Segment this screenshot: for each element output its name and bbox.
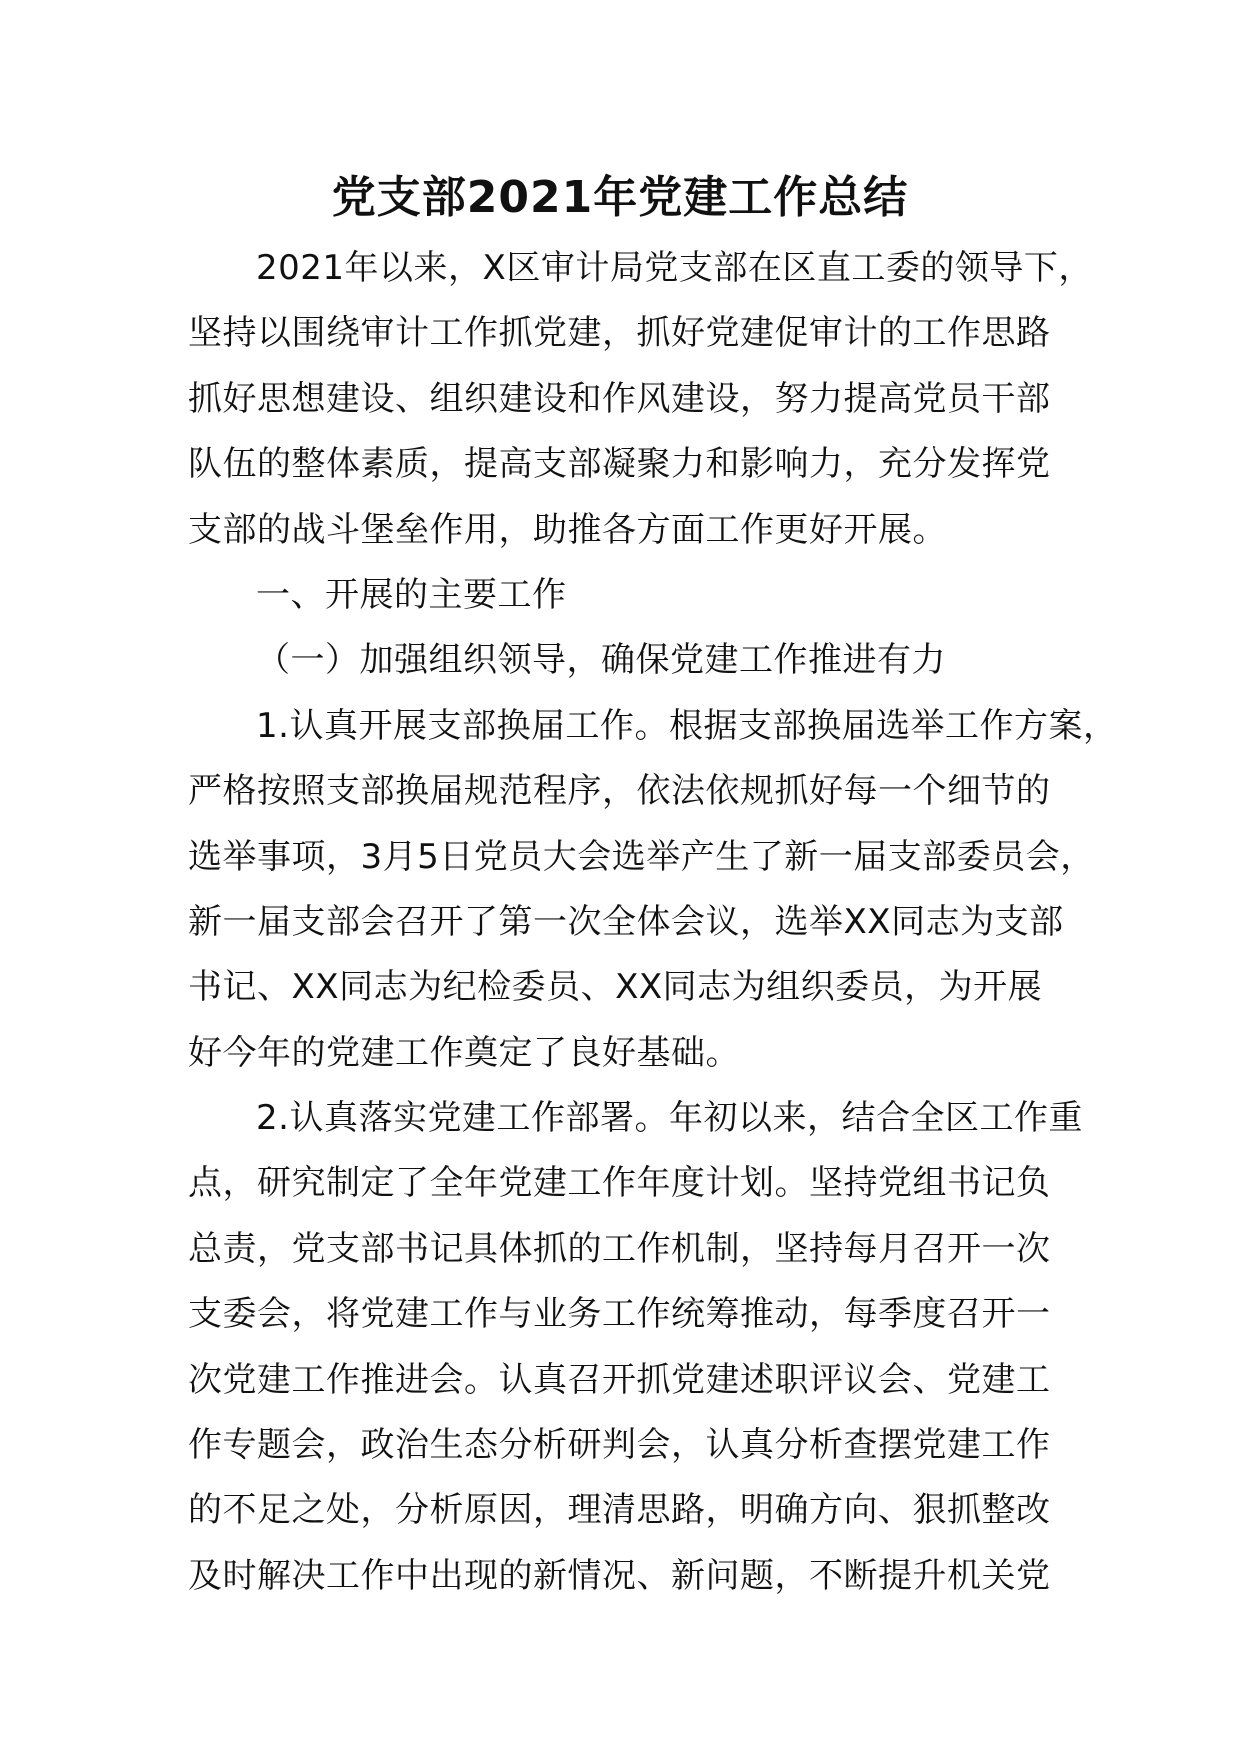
text-line: 2.认真落实党建工作部署。年初以来，结合全区工作重 xyxy=(256,1098,1083,1139)
text-line: 好今年的党建工作奠定了良好基础。 xyxy=(188,1032,740,1073)
text-line: 选举事项，3月5日党员大会选举产生了新一届支部委员会， xyxy=(188,836,1095,877)
text-line: 次党建工作推进会。认真召开抓党建述职评议会、党建工 xyxy=(188,1359,1051,1400)
text-line: 点，研究制定了全年党建工作年度计划。坚持党组书记负 xyxy=(188,1163,1051,1204)
text-line: 书记、XX同志为纪检委员、XX同志为组织委员，为开展 xyxy=(188,967,1043,1008)
document-body xyxy=(188,236,1118,1609)
text-line: 抓好思想建设、组织建设和作风建设，努力提高党员干部 xyxy=(188,378,1051,419)
text-line: 作专题会，政治生态分析研判会，认真分析查摆党建工作 xyxy=(188,1425,1051,1466)
text-line: 支委会，将党建工作与业务工作统筹推动，每季度召开一 xyxy=(188,1294,1051,1335)
text-line: 新一届支部会召开了第一次全体会议，选举XX同志为支部 xyxy=(188,901,1064,942)
text-line: 坚持以围绕审计工作抓党建，抓好党建促审计的工作思路 xyxy=(188,313,1051,354)
text-line: 1.认真开展支部换届工作。根据支部换届选举工作方案， xyxy=(256,705,1118,746)
text-line: 队伍的整体素质，提高支部凝聚力和影响力，充分发挥党 xyxy=(188,444,1051,485)
text-line: 2021年以来，X区审计局党支部在区直工委的领导下， xyxy=(256,248,1093,288)
text-line: 一、开展的主要工作 xyxy=(256,574,567,615)
text-line: 支部的战斗堡垒作用，助推各方面工作更好开展。 xyxy=(188,509,947,550)
text-line: （一）加强组织领导，确保党建工作推进有力 xyxy=(256,640,946,681)
text-line: 的不足之处，分析原因，理清思路，明确方向、狠抓整改 xyxy=(188,1490,1051,1531)
text-line: 总责，党支部书记具体抓的工作机制，坚持每月召开一次 xyxy=(188,1228,1051,1269)
text-line: 严格按照支部换届规范程序，依法依规抓好每一个细节的 xyxy=(188,771,1051,812)
document-title: 党支部2021年党建工作总结 xyxy=(331,172,909,223)
text-line: 及时解决工作中出现的新情况、新问题，不断提升机关党 xyxy=(188,1555,1051,1596)
